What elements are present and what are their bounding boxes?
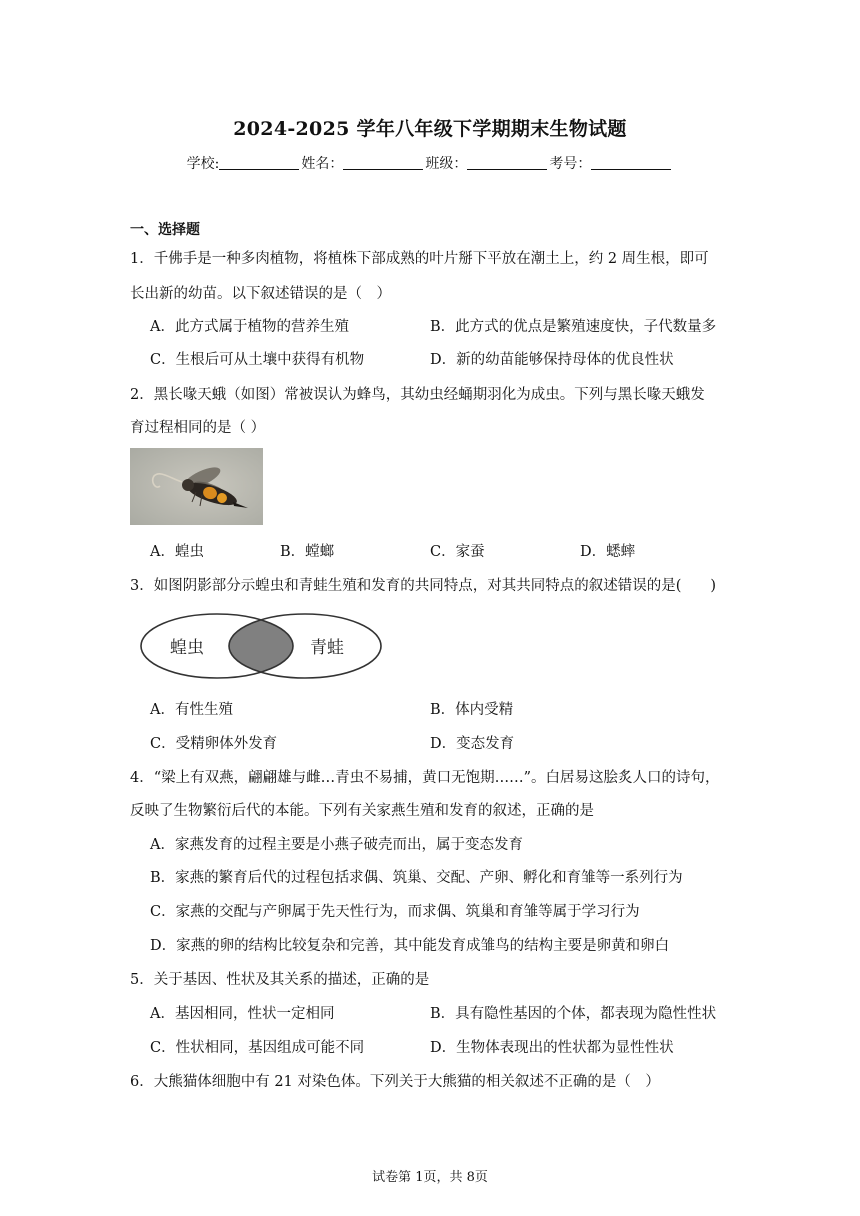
question-2-line-2: 育过程相同的是（ ）	[130, 420, 266, 436]
question-1-option-c[interactable]: C．生根后可从土壤中获得有机物	[150, 352, 365, 368]
question-4-option-a[interactable]: A．家燕发育的过程主要是小燕子破壳而出，属于变态发育	[150, 837, 523, 853]
section-title: 一、选择题	[130, 222, 200, 238]
exam-number-label: 考号：	[549, 156, 592, 172]
question-4-option-b[interactable]: B．家燕的繁育后代的过程包括求偶、筑巢、交配、产卵、孵化和育雏等一系列行为	[150, 870, 683, 886]
question-1-option-d[interactable]: D．新的幼苗能够保持母体的优良性状	[430, 352, 674, 368]
name-blank[interactable]	[343, 155, 423, 170]
question-1-line-2: 长出新的幼苗。以下叙述错误的是（ ）	[130, 286, 391, 302]
school-label: 学校:	[186, 156, 220, 172]
school-blank[interactable]	[219, 155, 299, 170]
question-3-line-1: 3．如图阴影部分示蝗虫和青蛙生殖和发育的共同特点，对其共同特点的叙述错误的是( )	[130, 578, 717, 594]
question-3-option-d[interactable]: D．变态发育	[430, 736, 515, 752]
question-5-option-d[interactable]: D．生物体表现出的性状都为显性性状	[430, 1040, 674, 1056]
question-6-line-1: 6．大熊猫体细胞中有 21 对染色体。下列关于大熊猫的相关叙述不正确的是（ ）	[130, 1074, 660, 1090]
question-5-option-c[interactable]: C．性状相同，基因组成可能不同	[150, 1040, 365, 1056]
question-4-line-1: 4．“梁上有双燕，翩翩雄与雌…青虫不易捕，黄口无饱期……”。白居易这脍炙人口的诗句，	[130, 770, 720, 786]
page-title: 2024-2025 学年八年级下学期期末生物试题	[233, 118, 627, 140]
question-2-option-a[interactable]: A．蝗虫	[150, 544, 204, 560]
venn-left-label: 蝗虫	[170, 638, 204, 658]
page-footer: 试卷第 1页，共 8页	[372, 1170, 488, 1185]
question-2-option-b[interactable]: B．螳螂	[280, 544, 335, 560]
student-info-line	[0, 153, 860, 173]
question-1-option-a[interactable]: A．此方式属于植物的营养生殖	[150, 319, 349, 335]
question-3-option-b[interactable]: B．体内受精	[430, 702, 514, 718]
question-5-option-b[interactable]: B．具有隐性基因的个体，都表现为隐性性状	[430, 1006, 717, 1022]
question-4-option-c[interactable]: C．家燕的交配与产卵属于先天性行为，而求偶、筑巢和育雏等属于学习行为	[150, 904, 640, 920]
class-blank[interactable]	[467, 155, 547, 170]
question-1-line-1: 1．千佛手是一种多肉植物，将植株下部成熟的叶片掰下平放在潮土上，约 2 周生根，即可	[130, 251, 709, 267]
exam-number-blank[interactable]	[591, 155, 671, 170]
question-4-line-2: 反映了生物繁衍后代的本能。下列有关家燕生殖和发育的叙述，正确的是	[130, 803, 594, 819]
question-2-line-1: 2．黑长喙天蛾（如图）常被误认为蜂鸟，其幼虫经蛹期羽化为成虫。下列与黑长喙天蛾发	[130, 387, 705, 403]
question-3-option-a[interactable]: A．有性生殖	[150, 702, 233, 718]
question-2-option-c[interactable]: C．家蚕	[430, 544, 485, 560]
class-label: 班级：	[425, 156, 468, 172]
question-1-option-b[interactable]: B．此方式的优点是繁殖速度快，子代数量多	[430, 319, 717, 335]
question-5-option-a[interactable]: A．基因相同，性状一定相同	[150, 1006, 335, 1022]
venn-diagram	[138, 610, 384, 682]
question-4-option-d[interactable]: D．家燕的卵的结构比较复杂和完善，其中能发育成雏鸟的结构主要是卵黄和卵白	[150, 938, 670, 954]
name-label: 姓名：	[301, 156, 344, 172]
question-5-line-1: 5．关于基因、性状及其关系的描述，正确的是	[130, 972, 430, 988]
hawk-moth-photo	[130, 448, 263, 525]
question-3-option-c[interactable]: C．受精卵体外发育	[150, 736, 278, 752]
venn-right-label: 青蛙	[310, 638, 344, 658]
question-2-option-d[interactable]: D．蟋蟀	[580, 544, 636, 560]
